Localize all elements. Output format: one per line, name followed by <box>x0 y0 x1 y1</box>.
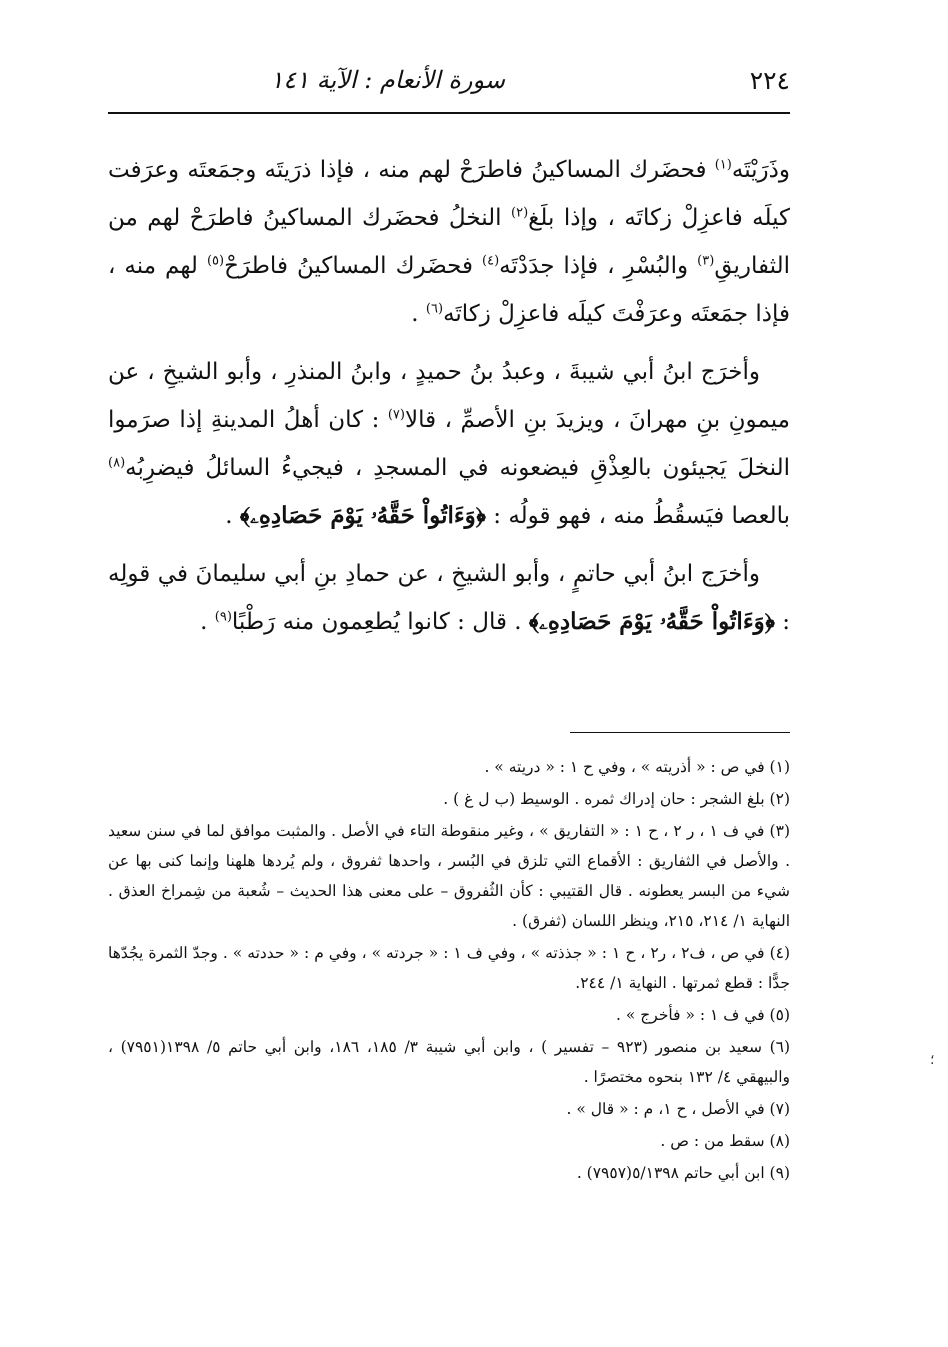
text-segment: فحضَرك المساكينُ فاطرَحْ <box>224 253 483 279</box>
footnote: (٩) ابن أبي حاتم ٥/١٣٩٨(٧٩٥٧) . <box>576 1164 790 1182</box>
paragraph <box>108 146 790 338</box>
footnote: (٤) في ص ، ف٢ ، ر٢ ، ح ١ : « جذذته » ، وفي ف ١ : « جردته » ، وفي م : « حددته » . وجدّ الثمرة يجُدّها جدًّا : قطع ثمرتها . النهاية ١/ ٢٤٤. <box>108 944 791 992</box>
main-text <box>108 146 790 656</box>
text-segment: النخلُ فحضَرك المساكينُ فاطرَحْ لهم من الثفاريقِ <box>108 205 790 279</box>
text-segment: بالعصا فيَسقُطُ منه ، فهو قولُه : <box>485 503 790 529</box>
footnote-ref[interactable]: (٣) <box>697 253 715 269</box>
text-segment: . <box>200 609 215 635</box>
footnote-ref[interactable]: (٢) <box>511 205 529 221</box>
footnote-ref[interactable]: (٤) <box>482 253 500 269</box>
text-segment: وأخرَج ابنُ أبي شيبةَ ، وعبدُ بنُ حميدٍ ، وابنُ المنذرِ ، وأبو الشيخِ ، عن ميمونِ بنِ مهرانَ ، ويزيدَ بنِ الأصمِّ ، قالا <box>108 359 790 433</box>
footnote: (٦) سعيد بن منصور (٩٢٣ – تفسير ) ، وابن أبي شيبة ٣/ ١٨٥، ١٨٦، وابن أبي حاتم ٥/ ١٣٩٨(٧٩٥١) ، والبيهقي ٤/ ١٣٢ بنحوه مختصرًا . <box>108 1038 791 1086</box>
text-segment: . قال : كانوا يُطعِمون منه رَطْبًا <box>231 609 529 635</box>
text-segment: والبُسْرِ ، فإذا جدَدْتَه <box>499 253 698 279</box>
quran-verse: ﴿وَءَاتُواْ حَقَّهُۥ يَوْمَ حَصَادِهِۦ﴾ <box>239 502 486 529</box>
text-segment: وأخرَج ابنُ أبي حاتمٍ ، وأبو الشيخِ ، عن حمادِ بنِ أبي سليمانَ في قولِه : <box>108 561 790 635</box>
text-segment: : كان أهلُ المدينةِ إذا صرَموا النخلَ يَجيئون بالعِذْقِ فيضعونه في المسجدِ ، فيجيءُ السائلُ فيضرِبُه <box>108 407 790 481</box>
text-segment: لهم منه ، فإذا جمَعتَه وعرَفْتَ كيلَه فاعزِلْ زكاتَه <box>108 253 790 327</box>
text-segment: فحضَرك المساكينُ فاطرَحْ لهم منه ، فإذا ذرَيتَه وجمَعتَه وعرَفت كيلَه فاعزِلْ زكاتَه ، وإذا بلَغ <box>108 157 790 231</box>
page-header <box>108 62 790 114</box>
footnote: (٣) في ف ١ ، ر ٢ ، ح ١ : « التفاريق » ، وغير منقوطة التاء في الأصل . والمثبت موافق لما في سنن سعيد . والأصل في الثفاريق : الأقماع التي تلزق في البُسر ، واحدها ثفروق ، ولم يُردها هلهنا وإنما كنى بها عن شيء من البسر يعطونه . قال القتيبي : كأن الثُفروق – على معنى هذا الحديث – شُعبة من شِمراخ العذق . النهاية ١/ ٢١٤، ٢١٥، وينظر اللسان (ثفرق) . <box>108 822 790 930</box>
footnote-ref[interactable]: (٧) <box>387 407 405 423</box>
footnote: (٥) في ف ١ : « فأخرج » . <box>616 1006 790 1024</box>
text-segment: وذَرَيْتَه <box>731 157 790 183</box>
text-segment: . <box>411 301 426 327</box>
page-number: ٢٢٤ <box>749 66 790 95</box>
footnote-ref[interactable]: (٥) <box>206 253 225 269</box>
footnotes <box>108 752 790 1190</box>
footnote-ref[interactable]: (٩) <box>214 609 232 625</box>
margin-mark: ؛ <box>930 1052 935 1068</box>
footnote: (٢) بلغ الشجر : حان إدراك ثمره . الوسيط (ب ل غ ) . <box>443 790 790 808</box>
quran-verse: ﴿وَءَاتُواْ حَقَّهُۥ يَوْمَ حَصَادِهِۦ﴾ <box>528 608 775 635</box>
footnote-ref[interactable]: (١) <box>714 157 732 173</box>
footnote-ref[interactable]: (٦) <box>425 301 444 317</box>
footnote-separator <box>570 732 790 733</box>
footnote: (٧) في الأصل ، ح ١، م : « قال » . <box>566 1100 790 1118</box>
paragraph <box>108 348 790 540</box>
footnote: (٨) سقط من : ص . <box>660 1132 790 1150</box>
paragraph <box>108 550 790 646</box>
text-segment: . <box>225 503 240 529</box>
footnote: (١) في ص : « أذريته » ، وفي ح ١ : « دريته » . <box>484 758 790 776</box>
running-title: سورة الأنعام : الآية ١٤١ <box>270 66 505 94</box>
footnote-ref[interactable]: (٨) <box>108 455 126 471</box>
